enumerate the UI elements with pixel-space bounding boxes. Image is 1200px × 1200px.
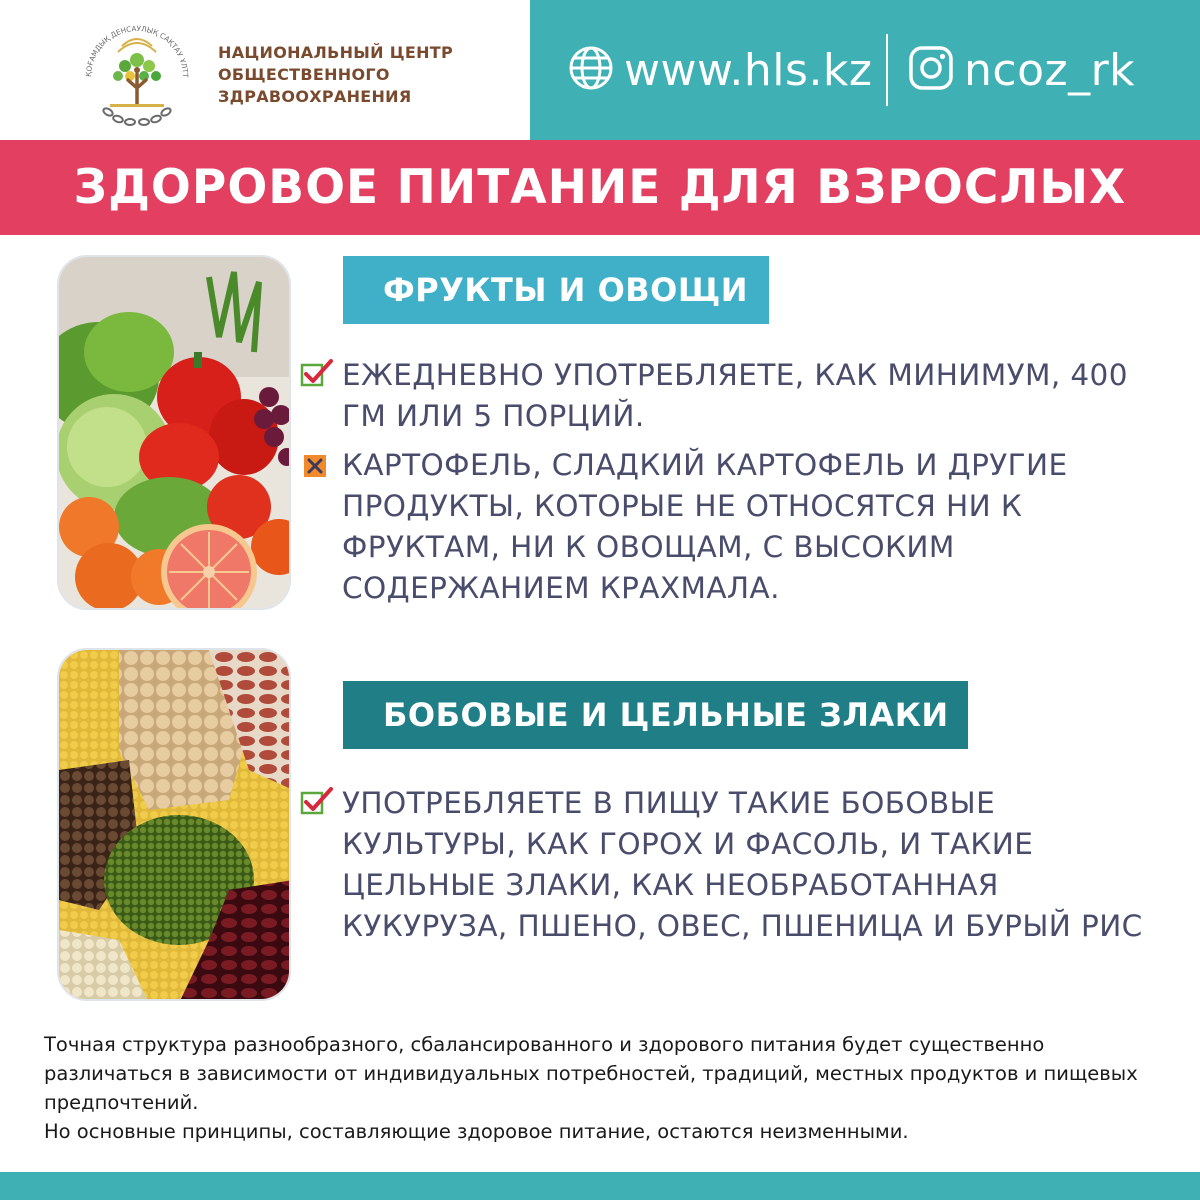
instagram-handle[interactable]: ncoz_rk [964, 44, 1136, 96]
legumes-grains-photo [57, 648, 291, 1001]
organization-logo [78, 18, 196, 136]
org-name-line-1: НАЦИОНАЛЬНЫЙ ЦЕНТР [218, 43, 454, 62]
footer-paragraph-2: Но основные принципы, составляющие здоровое питание, остаются неизменными. [44, 1120, 909, 1143]
globe-icon [568, 45, 614, 95]
organization-name [218, 42, 518, 108]
footer-note [44, 1030, 1174, 1146]
footer-paragraph-1: Точная структура разнообразного, сбалансированного и здорового питания будет существенно различаться в зависимости от индивидуальных потребностей, традиций, местных продуктов и пищевых предпочтений. [44, 1033, 1138, 1114]
website-link[interactable] [568, 38, 873, 102]
list-item [300, 445, 1160, 609]
instagram-link[interactable] [908, 38, 1135, 102]
section-heading-fruits-vegetables [343, 256, 769, 324]
title-banner [0, 140, 1200, 235]
item-text: ЕЖЕДНЕВНО УПОТРЕБЛЯЕТЕ, КАК МИНИМУМ, 400 ГМ ИЛИ 5 ПОРЦИЙ. [342, 358, 1128, 433]
org-name-line-2: ОБЩЕСТВЕННОГО [218, 65, 390, 84]
section-heading-text: ФРУКТЫ И ОВОЩИ [383, 271, 749, 309]
check-icon [300, 783, 342, 947]
contact-bar [530, 0, 1200, 140]
check-icon [300, 355, 342, 437]
contact-divider [886, 34, 888, 106]
page-title: ЗДОРОВОЕ ПИТАНИЕ ДЛЯ ВЗРОСЛЫХ [73, 160, 1127, 215]
section-heading-legumes-grains [343, 681, 968, 749]
header-logo-area [0, 0, 530, 140]
vegetables-fruits-photo [57, 255, 291, 610]
org-name-line-3: ЗДРАВООХРАНЕНИЯ [218, 87, 412, 106]
website-text[interactable]: www.hls.kz [624, 44, 873, 96]
instagram-icon [908, 45, 954, 95]
list-item [300, 355, 1160, 437]
logo-ring-text: ҚОҒАМДЫҚ ДЕНСАУЛЫҚ САҚТАУ ҰЛТТ [83, 23, 191, 78]
item-text: УПОТРЕБЛЯЕТЕ В ПИЩУ ТАКИЕ БОБОВЫЕ КУЛЬТУРЫ, КАК ГОРОХ И ФАСОЛЬ, И ТАКИЕ ЦЕЛЬНЫЕ ЗЛАКИ, КАК НЕОБРАБОТАННАЯ КУКУРУЗА, ПШЕНО, ОВЕС, ПШЕНИЦА И БУРЫЙ РИС [342, 786, 1143, 943]
list-item [300, 783, 1160, 947]
section-heading-text: БОБОВЫЕ И ЦЕЛЬНЫЕ ЗЛАКИ [383, 696, 949, 734]
bottom-stripe [0, 1172, 1200, 1200]
cross-icon [300, 445, 342, 609]
svg-text:ҚОҒАМДЫҚ ДЕНСАУЛЫҚ САҚТАУ ҰЛТТ [78, 18, 190, 78]
item-text: КАРТОФЕЛЬ, СЛАДКИЙ КАРТОФЕЛЬ И ДРУГИЕ ПРОДУКТЫ, КОТОРЫЕ НЕ ОТНОСЯТСЯ НИ К ФРУКТАМ, НИ К ОВОЩАМ, С ВЫСОКИМ СОДЕРЖАНИЕМ КРАХМАЛА. [342, 448, 1068, 605]
